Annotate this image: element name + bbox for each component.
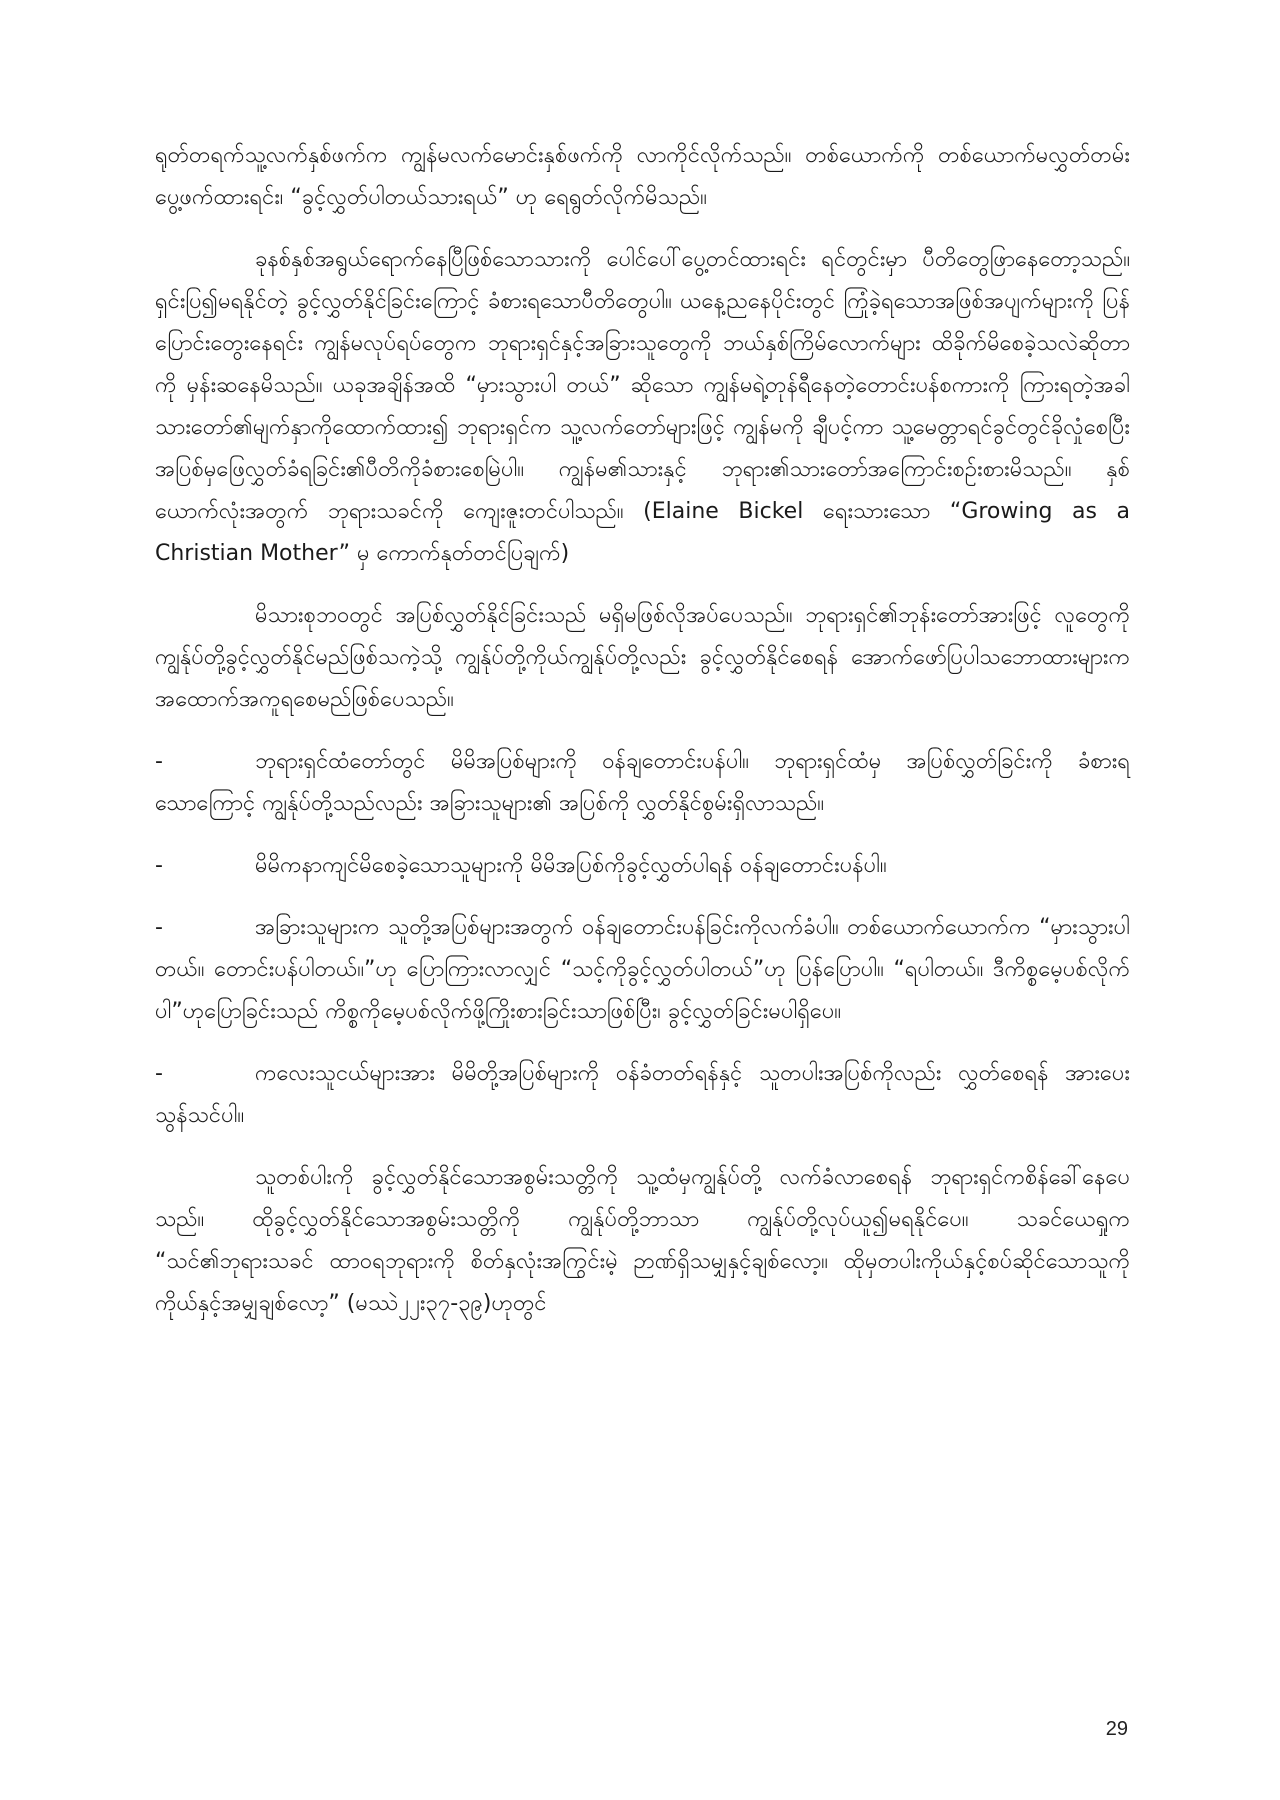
- bullet-text: ဘုရားရှင်ထံတော်တွင် မိမိအပြစ်များကို ဝန်ချတောင်းပန်ပါ။ ဘုရားရှင်ထံမှ အပြစ်လွှတ်ခြင်းကို ခံစားရသောကြောင့် ကျွန်ုပ်တို့သည်လည်း အခြားသူများ၏ အပြစ်ကို လွှတ်နိုင်စွမ်းရှိလာသည်။: [155, 749, 1130, 816]
- bullet-dash: -: [155, 915, 163, 940]
- bullet-text: အခြားသူများက သူတို့အပြစ်များအတွက် ဝန်ချတောင်းပန်ခြင်းကိုလက်ခံပါ။ တစ်ယောက်ယောက်က “မှားသွားပါတယ်။ တောင်းပန်ပါတယ်။”ဟု ပြောကြားလာလျှင် “သင့်ကိုခွင့်လွှတ်ပါတယ်”ဟု ပြန်ပြောပါ။ “ရပါတယ်။ ဒီကိစ္စမေ့ပစ်လိုက်ပါ”ဟုပြောခြင်းသည် ကိစ္စကိုမေ့ပစ်လိုက်ဖို့ကြိုးစားခြင်းသာဖြစ်ပြီး၊ ခွင့်လွှတ်ခြင်းမပါရှိပေ။: [155, 915, 1130, 1024]
- bullet-item-2: [155, 845, 1130, 887]
- bullet-item-1: [155, 741, 1130, 825]
- page-number: 29: [1105, 1718, 1128, 1740]
- bullet-text: မိမိကနာကျင်မိစေခဲ့သောသူများကို မိမိအပြစ်ကိုခွင့်လွှတ်ပါရန် ဝန်ချတောင်းပန်ပါ။: [255, 853, 887, 878]
- paragraph-4: သူတစ်ပါးကို ခွင့်လွှတ်နိုင်သောအစွမ်းသတ္တိကို သူ့ထံမှကျွန်ုပ်တို့ လက်ခံလာစေရန် ဘုရားရှင်ကစိန်ခေါ်နေပေသည်။ ထိုခွင့်လွှတ်နိုင်သောအစွမ်းသတ္တိကို ကျွန်ုပ်တို့ဘာသာ ကျွန်ုပ်တို့လုပ်ယူ၍မရနိုင်ပေ။ သခင်ယေရှုက “သင်၏ဘုရားသခင် ထာဝရဘုရားကို စိတ်နှလုံးအကြွင်းမဲ့ ဉာဏ်ရှိသမျှနှင့်ချစ်လော့။ ထိုမှတပါးကိုယ်နှင့်စပ်ဆိုင်သောသူကိုကိုယ်နှင့်အမျှချစ်လော့” (မဿဲ၂၂း၃၇-၃၉)ဟုတွင်: [155, 1165, 1130, 1316]
- bullet-dash: -: [155, 853, 163, 878]
- paragraph-2: ခုနစ်နှစ်အရွယ်ရောက်နေပြီဖြစ်သောသားကို ပေါင်ပေါ်ပွေ့တင်ထားရင်း ရင်တွင်းမှာ ပီတိတွေဖြာနေတော့သည်။ ရှင်းပြ၍မရနိုင်တဲ့ ခွင့်လွှတ်နိုင်ခြင်းကြောင့် ခံစားရသောပီတိတွေပါ။ ယနေ့ညနေပိုင်းတွင် ကြုံခဲ့ရသောအဖြစ်အပျက်များကို ပြန်ပြောင်းတွေးနေရင်း ကျွန်မလုပ်ရပ်တွေက ဘုရားရှင်နှင့်အခြားသူတွေကို ဘယ်နှစ်ကြိမ်လောက်များ ထိခိုက်မိစေခဲ့သလဲဆိုတာကို မှန်းဆနေမိသည်။ ယခုအချိန်အထိ “မှားသွားပါ တယ်” ဆိုသော ကျွန်မရဲ့တုန်ရီနေတဲ့တောင်းပန်စကားကို ကြားရတဲ့အခါ သားတော်၏မျက်နှာကိုထောက်ထား၍ ဘုရားရှင်က သူ့လက်တော်များဖြင့် ကျွန်မကို ချီပင့်ကာ သူ့မေတ္တာရင်ခွင်တွင်ခိုလှုံစေပြီး အပြစ်မှဖြေလွှတ်ခံရခြင်း၏ပီတိကိုခံစားစေမြဲပါ။ ကျွန်မ၏သားနှင့် ဘုရား၏သားတော်အကြောင်းစဉ်းစားမိသည်။ နှစ်ယောက်လုံးအတွက် ဘုရားသခင်ကို ကျေးဇူးတင်ပါသည်။ (Elaine Bickel ရေးသားသော “Growing as a Christian Mother” မှ ကောက်နုတ်တင်ပြချက်): [155, 247, 1130, 566]
- bullet-dash: -: [155, 749, 163, 774]
- bullet-dash: -: [155, 1061, 163, 1086]
- page-body: [155, 135, 1130, 1345]
- bullet-text: ကလေးသူငယ်များအား မိမိတို့အပြစ်များကို ဝန်ခံတတ်ရန်နှင့် သူတပါးအပြစ်ကိုလည်း လွှတ်စေရန် အားပေးသွန်သင်ပါ။: [155, 1061, 1130, 1128]
- paragraph-1: ရုတ်တရက်သူ့လက်နှစ်ဖက်က ကျွန်မလက်မောင်းနှစ်ဖက်ကို လာကိုင်လိုက်သည်။ တစ်ယောက်ကို တစ်ယောက်မလွှတ်တမ်း ပွေ့ဖက်ထားရင်း၊ “ခွင့်လွှတ်ပါတယ်သားရယ်” ဟု ရေရွတ်လိုက်မိသည်။: [155, 143, 1130, 210]
- bullet-item-3: [155, 907, 1130, 1033]
- bullet-item-4: [155, 1053, 1130, 1137]
- paragraph-3: မိသားစုဘဝတွင် အပြစ်လွှတ်နိုင်ခြင်းသည် မရှိမဖြစ်လိုအပ်ပေသည်။ ဘုရားရှင်၏ဘုန်းတော်အားဖြင့် လူတွေကိုကျွန်ုပ်တို့ခွင့်လွှတ်နိုင်မည်ဖြစ်သကဲ့သို့ ကျွန်ုပ်တို့ကိုယ်ကျွန်ုပ်တို့လည်း ခွင့်လွှတ်နိုင်စေရန် အောက်ဖော်ပြပါသဘောထားများက အထောက်အကူရစေမည်ဖြစ်ပေသည်။: [155, 603, 1130, 712]
